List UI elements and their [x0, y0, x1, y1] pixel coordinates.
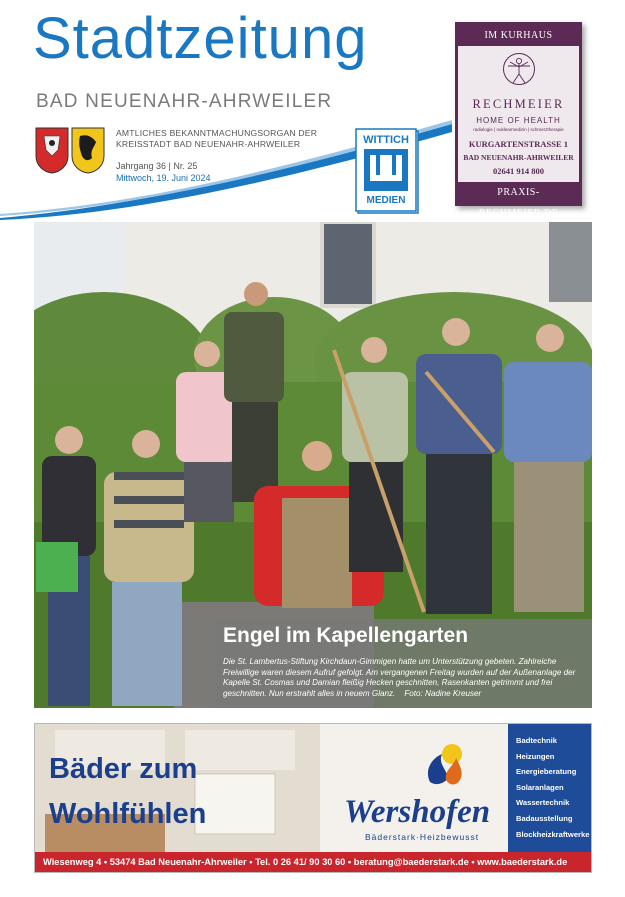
- bathroom-image: [35, 724, 320, 854]
- ad-slogan-line-1: Bäder zum: [49, 753, 198, 785]
- service-item: Wassertechnik: [516, 798, 570, 808]
- service-item: Badtechnik: [516, 736, 557, 745]
- cover-headline: Engel im Kapellengarten: [223, 624, 469, 647]
- service-item: Solaranlagen: [516, 782, 564, 792]
- masthead-title: Stadtzeitung: [33, 6, 368, 71]
- service-item: Badausstellung: [516, 813, 573, 823]
- ad-street: KURGARTENSTRASSE 1: [468, 139, 569, 149]
- ad-tagline: HOME OF HEALTH: [476, 116, 561, 125]
- organ-line-1: AMTLICHES BEKANNTMACHUNGSORGAN DER: [116, 128, 318, 138]
- wittich-label: WITTICH: [363, 134, 409, 146]
- official-organ-label: [116, 128, 346, 150]
- flame-water-logo-icon: [410, 732, 480, 792]
- ad-brand-tagline: Bäderstark·Heizbewusst: [365, 832, 480, 842]
- rechmeier-advertisement[interactable]: [455, 22, 582, 219]
- cover-caption: [223, 657, 587, 699]
- medien-label: MEDIEN: [366, 195, 406, 206]
- photo-credit: Foto: Nadine Kreuser: [404, 688, 482, 698]
- bathroom-illustration: [35, 724, 320, 854]
- services-list: [508, 724, 592, 854]
- wittich-medien-logo: [354, 127, 420, 215]
- issue-number: Jahrgang 36 | Nr. 25: [116, 161, 198, 171]
- service-item: Heizungen: [516, 751, 555, 761]
- ad-city: BAD NEUENAHR-AHRWEILER: [463, 153, 574, 162]
- organ-line-2: KREISSTADT BAD NEUENAHR-AHRWEILER: [116, 139, 301, 149]
- ad-specialties: radiologie | nuklearmedizin | schmerztherapie: [473, 127, 564, 132]
- ad-brand-name: Wershofen: [344, 794, 491, 830]
- masthead-subtitle: BAD NEUENAHR-AHRWEILER: [36, 91, 333, 112]
- caption-text: Die St. Lambertus-Stiftung Kirchdaun-Gimmigen hatte um Unterstützung gebeten. Zahlreiche Freiwillige waren diesem Aufruf gefolgt. Am vergangenen Freitag wurden auf der Außenanlage der Kapelle St. Cosmas und Damian fleißig Hecken geschnitten, Rasenkanten getrimmt und frei geschnitten. Nun erstrahlt alles in neuem Glanz.: [223, 657, 576, 698]
- ad-phone: 02641 914 800: [493, 166, 544, 176]
- service-item: Blockheizkraftwerke: [516, 829, 590, 839]
- ad-website[interactable]: PRAXIS-RECHMEIER.DE: [458, 182, 579, 203]
- coat-of-arms-icon: [34, 126, 106, 174]
- ad-slogan-line-2: Wohlfühlen: [49, 798, 207, 830]
- issue-date: Mittwoch, 19. Juni 2024: [116, 173, 211, 183]
- ad-contact-footer[interactable]: Wiesenweg 4 • 53474 Bad Neuenahr-Ahrweiler • Tel. 0 26 41/ 90 30 60 • beratung@baederstark.de • www.baederstark.de: [35, 852, 591, 872]
- ad-top-band: IM KURHAUS: [458, 25, 579, 46]
- wershofen-advertisement[interactable]: [34, 723, 592, 873]
- vitruvian-man-icon: [502, 52, 536, 86]
- service-item: Energieberatung: [516, 767, 577, 777]
- ad-brand-name: RECHMEIER: [472, 97, 565, 111]
